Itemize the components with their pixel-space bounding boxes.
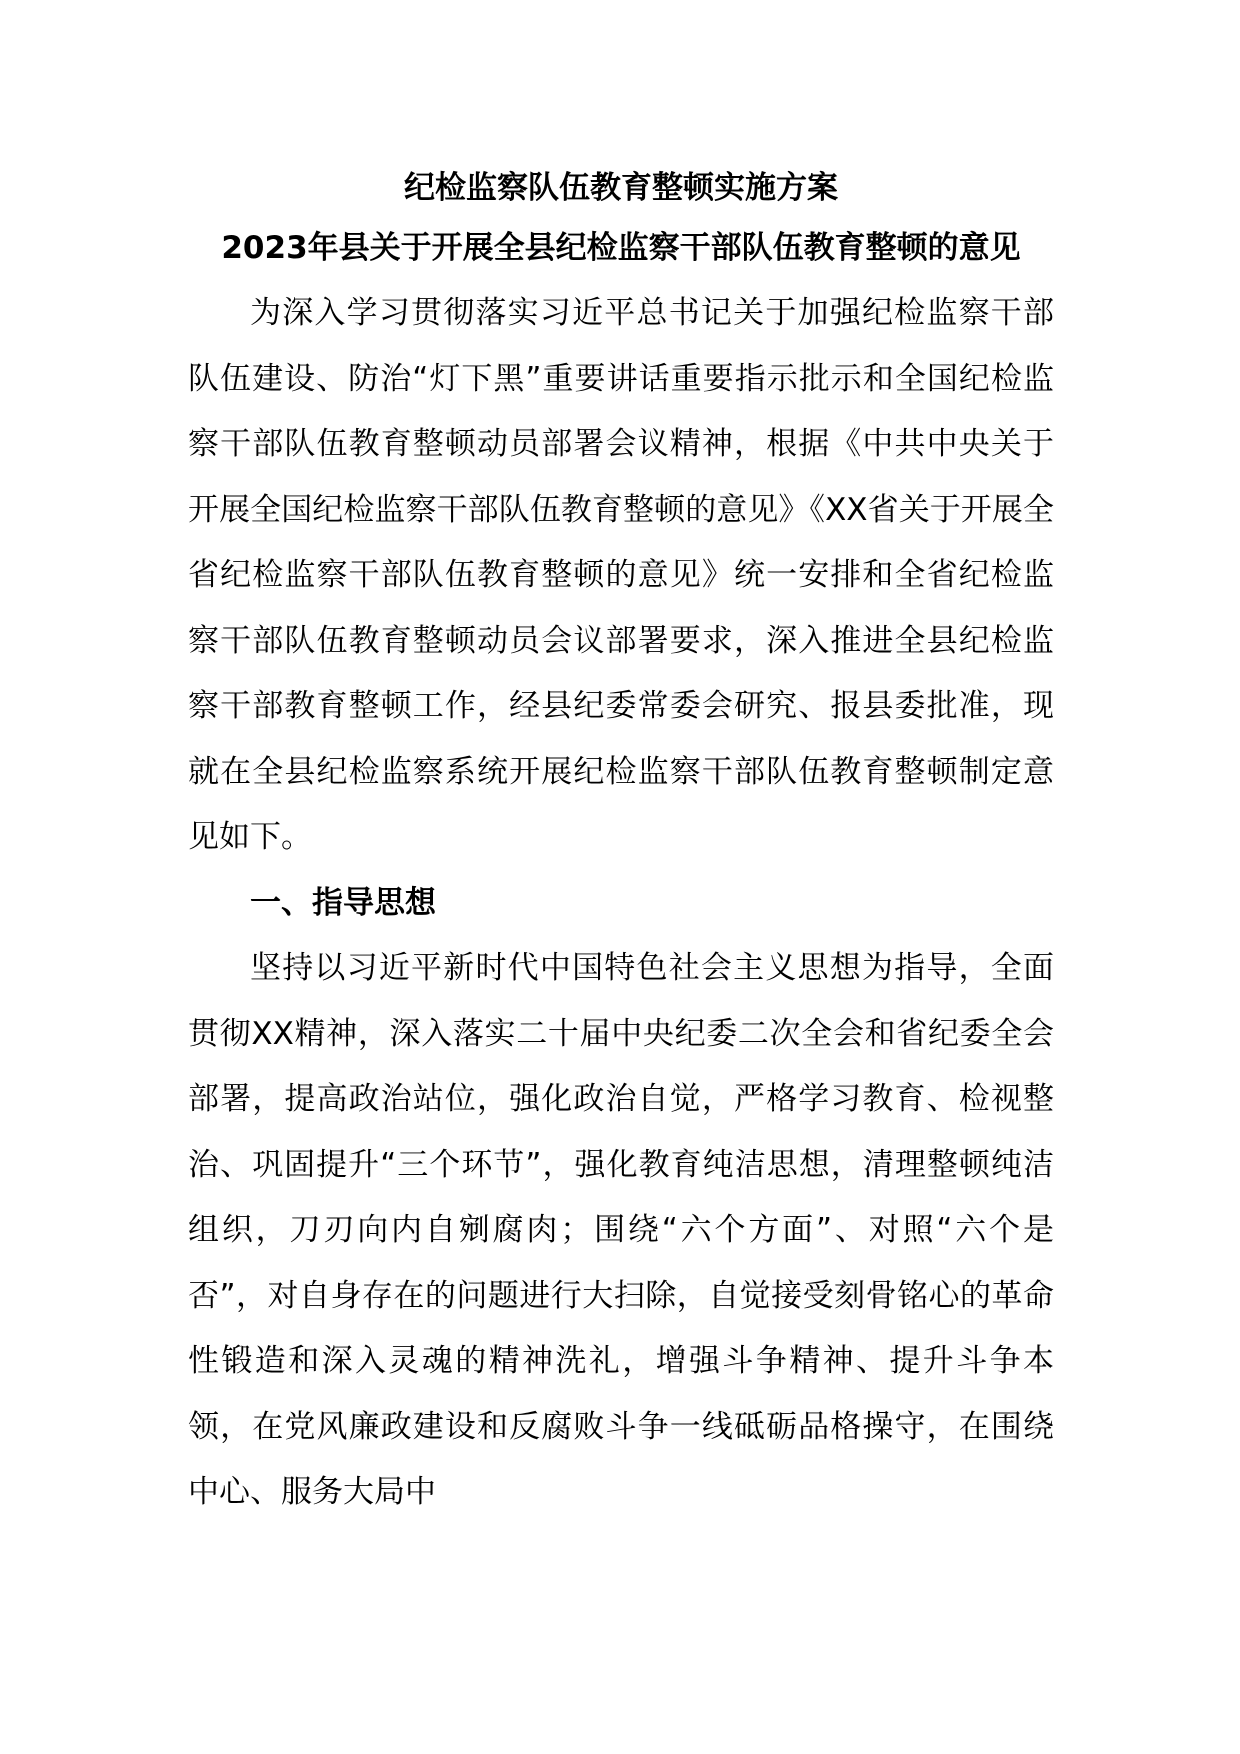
section-heading-guiding-ideology: 一、指导思想 (250, 884, 436, 921)
document-subtitle: 2023年县关于开展全县纪检监察干部队伍教育整顿的意见 (221, 230, 1021, 266)
section-body-guiding-ideology: 坚持以习近平新时代中国特色社会主义思想为指导，全面贯彻XX精神，深入落实二十届中央纪委二次全会和省纪委全会部署，提高政治站位，强化政治自觉，严格学习教育、检视整治、巩固提升“三个环节”，强化教育纯洁思想，清理整顿纯洁组织，刀刃向内自剜腐肉；围绕“六个方面”、对照“六个是否”，对自身存在的问题进行大扫除，自觉接受刻骨铭心的革命性锻造和深入灵魂的精神洗礼，增强斗争精神、提升斗争本领，在党风廉政建设和反腐败斗争一线砥砺品格操守，在围绕中心、服务大局中 (188, 950, 1054, 1510)
document-title: 纪检监察队伍教育整顿实施方案 (404, 170, 838, 206)
document-content (188, 172, 1054, 1526)
intro-paragraph: 为深入学习贯彻落实习近平总书记关于加强纪检监察干部队伍建设、防治“灯下黑”重要讲话重要指示批示和全国纪检监察干部队伍教育整顿动员部署会议精神，根据《中共中央关于开展全国纪检监察干部队伍教育整顿的意见》《XX省关于开展全省纪检监察干部队伍教育整顿的意见》统一安排和全省纪检监察干部队伍教育整顿动员会议部署要求，深入推进全县纪检监察干部教育整顿工作，经县纪委常委会研究、报县委批准，现就在全县纪检监察系统开展纪检监察干部队伍教育整顿制定意见如下。 (188, 295, 1054, 855)
